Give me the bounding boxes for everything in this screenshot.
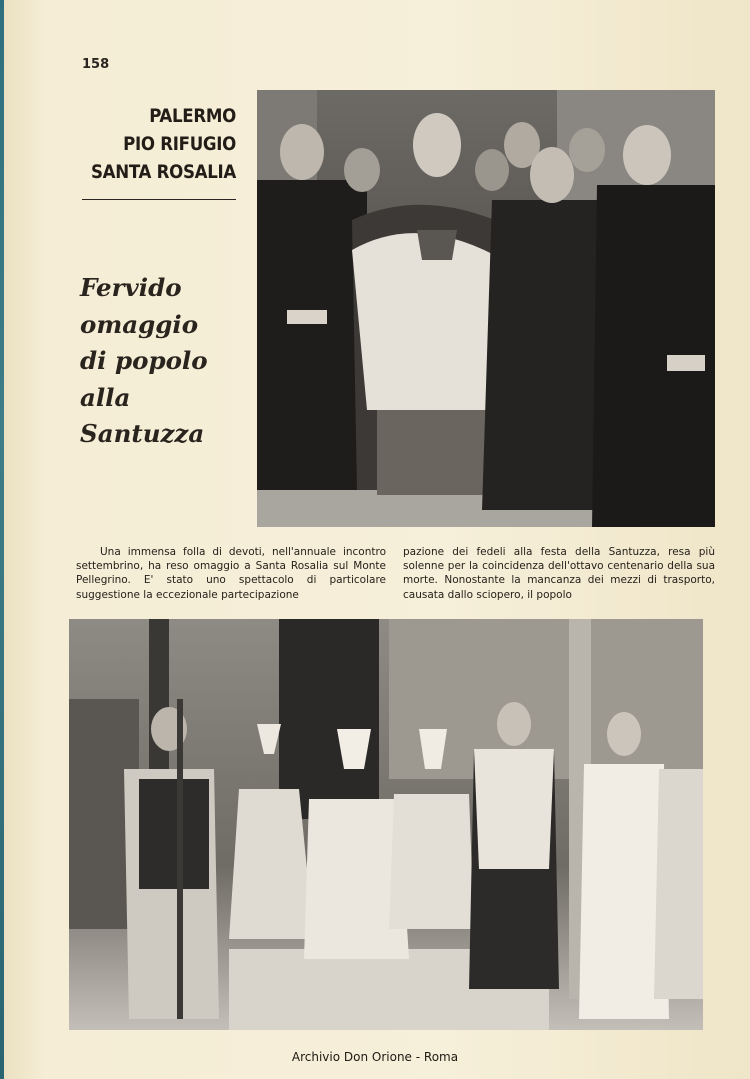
headline-line: Fervido	[80, 273, 182, 302]
headline-line: di popolo	[80, 346, 208, 375]
kicker-line: PALERMO	[149, 106, 236, 127]
article-headline	[80, 270, 260, 453]
headline-line: omaggio	[80, 309, 199, 339]
clergy-group-photo	[257, 90, 715, 527]
page-spine-edge	[0, 0, 4, 1079]
article-paragraph: Una immensa folla di devoti, nell'annuale incontro settembrino, ha reso omaggio a Santa Rosalia sul Monte Pellegrino. E' stato uno spettacolo di particolare suggestione la eccezionale partecipazione	[76, 546, 386, 601]
article-paragraph: pazione dei fedeli alla festa della Santuzza, resa più solenne per la coincidenza dell'ottavo centenario della sua morte. Nonostante la mancanza dei mezzi di trasporto, causata dallo sciopero, il popolo	[403, 546, 715, 601]
kicker-line: SANTA ROSALIA	[91, 162, 236, 183]
section-kicker	[80, 103, 236, 187]
article-column-right	[403, 545, 715, 602]
kicker-divider	[82, 199, 236, 200]
archive-credit: Archivio Don Orione - Roma	[291, 1050, 459, 1064]
ceremony-altar-photo	[69, 619, 703, 1030]
article-column-left	[76, 545, 386, 602]
headline-line: Santuzza	[80, 419, 205, 448]
page-number: 158	[82, 57, 110, 72]
headline-line: alla	[80, 382, 131, 412]
kicker-line: PIO RIFUGIO	[123, 134, 236, 155]
